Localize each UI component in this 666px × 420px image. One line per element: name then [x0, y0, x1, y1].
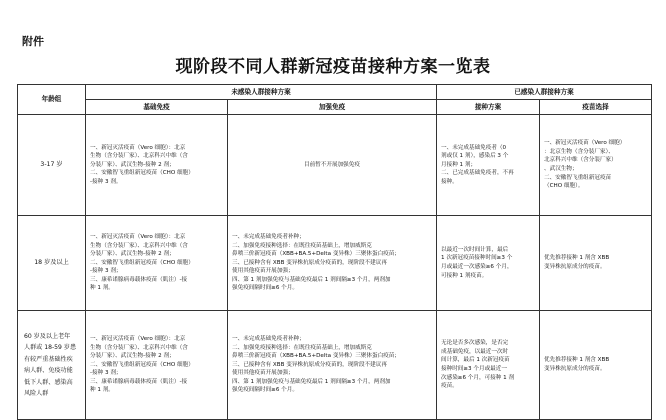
cell-text-line: 接种。	[441, 178, 458, 185]
cell-text-line: 使用其他疫苗开展加强；	[232, 370, 294, 377]
table-row	[18, 311, 652, 420]
plan-cell	[437, 115, 540, 216]
cell-text-line: 四、第 1 剂加强免疫与基础免疫最后 1 剂间隔≥3 个月，两剂加	[232, 378, 391, 385]
basic-cell	[86, 115, 228, 216]
cell-text-line: 生物（含分装厂家）、北京科兴中维（含	[90, 242, 188, 249]
cell-text-line: 二、安徽智飞重组新冠疫苗（CHO 细胞）	[90, 170, 194, 177]
choice-cell	[540, 216, 652, 311]
cell-text-line: 生物（含分装厂家）、北京科兴中维（含	[90, 153, 188, 160]
cell-text-line: 北京科兴中维（含分装厂家）	[544, 157, 617, 164]
cell-text-line: 月或最近一次感染≥6 个月，	[441, 264, 513, 270]
cell-text-line: 强免疫间隔时间≥6 个月。	[232, 285, 298, 292]
plan-cell	[437, 216, 540, 311]
cell-text-line: 分装厂家）、武汉生物-接种 2 剂；	[90, 161, 175, 168]
cell-text-line: 一、未完成基础免疫者补种；	[232, 233, 305, 240]
cell-text-line: 风险人群	[24, 390, 49, 397]
cell-text-line: 鼻喷三价新冠疫苗（XBB+BA.5+Delta 变异株）三聚体蛋白疫苗；	[232, 251, 400, 258]
cell-text-line: 一、新冠灭活疫苗（Vero 细胞）：北京	[90, 233, 186, 240]
booster-cell	[228, 115, 437, 216]
header-infected-group: 已感染人群接种方案	[437, 85, 652, 100]
cell-text-line: 成基础免疫，以最近一次时	[441, 348, 509, 355]
cell-text-line: 四、第 1 剂加强免疫与基础免疫最后 1 剂间隔≥3 个月，两剂加	[232, 276, 391, 283]
cell-text-line: 一、新冠灭活疫苗（Vero 细胞）：北京	[90, 144, 186, 151]
cell-text-line: 人群或 18-59 岁患	[24, 344, 77, 351]
cell-text-line: 间计算，最后 1 次新冠疫苗	[441, 357, 510, 364]
cell-text-line: 二、加强免疫接种选择：在既往疫苗基础上，增加威斯克	[232, 344, 372, 351]
age-cell: 18 岁及以上	[18, 216, 86, 311]
cell-text-line: 接种时间≥3 个月或最近一	[441, 366, 507, 372]
cell-text-line: 无论是否多次感染，是否完	[441, 340, 509, 347]
cell-text-line: 1 次新冠疫苗接种时间≥3 个	[441, 255, 513, 262]
cell-text-line: 病人群、免疫功能	[24, 367, 73, 374]
cell-text-line: 使用其他疫苗开展加强；	[232, 268, 294, 275]
attachment-label: 附件	[22, 35, 44, 48]
header-unvaccinated-group: 未感染人群接种方案	[86, 85, 437, 100]
cell-text-line: 三、康希诺腺病毒载体疫苗（肌注）-接	[90, 378, 188, 385]
cell-text-line: 分装厂家）、武汉生物-接种 2 剂；	[90, 353, 175, 360]
cell-text-line: 次感染≥6 个月，可接种 1 剂	[441, 374, 515, 381]
choice-cell	[540, 115, 652, 216]
age-cell: 3-17 岁	[18, 115, 86, 216]
cell-text-line: -接种 3 剂。	[90, 178, 122, 185]
cell-text-line: 、武汉生物；	[544, 166, 578, 172]
cell-text-line: 变异株抗原成分的疫苗。	[544, 366, 606, 372]
cell-text-line: 二、安徽智飞重组新冠疫苗	[544, 174, 612, 181]
header-booster-immunization: 加强免疫	[228, 100, 437, 115]
cell-text-line: 低下人群、感染高	[24, 378, 73, 386]
booster-cell	[228, 216, 437, 311]
cell-text-line: 优先推荐接种 1 剂含 XBB	[544, 357, 610, 364]
cell-text-line: 一、新冠灭活疫苗（Vero 细胞）：北京	[90, 335, 186, 342]
cell-text-line: 二、安徽智飞重组新冠疫苗（CHO 细胞）	[90, 259, 194, 266]
cell-text-line: 二、安徽智飞重组新冠疫苗（CHO 细胞）	[90, 361, 194, 368]
cell-text-line: 疫苗。	[441, 383, 458, 390]
header-vaccination-plan: 接种方案	[437, 100, 540, 115]
vaccination-plan-table	[17, 84, 652, 420]
cell-text-line: -接种 3 剂；	[90, 370, 122, 377]
basic-cell	[86, 216, 228, 311]
cell-text-line: 三、康希诺腺病毒载体疫苗（肌注）-接	[90, 276, 188, 283]
cell-text-line: 三、已接种含有 XBB 变异株抗原成分疫苗的，现阶段不建议再	[232, 259, 387, 266]
basic-cell	[86, 311, 228, 420]
header-vaccine-choice: 疫苗选择	[540, 100, 652, 115]
cell-text-line: 三、已接种含有 XBB 变异株抗原成分疫苗的，现阶段不建议再	[232, 361, 387, 368]
cell-text-line: 鼻喷三价新冠疫苗（XBB+BA.5+Delta 变异株）三聚体蛋白疫苗；	[232, 353, 400, 360]
cell-text-line: 二、加强免疫接种选择：在既往疫苗基础上，增加威斯克	[232, 242, 372, 249]
cell-text-line: 一、未完成基础免疫者（0	[441, 144, 507, 151]
cell-text-line: 种 1 剂。	[90, 387, 114, 394]
cell-text-line: 以最近一次时间计算，最后	[441, 246, 509, 253]
document-title: 现阶段不同人群新冠疫苗接种方案一览表	[175, 57, 491, 77]
cell-text-line: ：北京生物（含分装厂家）、	[544, 148, 614, 155]
cell-text-line: -接种 3 剂；	[90, 268, 122, 275]
cell-text-line: （CHO 细胞）。	[544, 183, 584, 190]
table-row	[18, 216, 652, 311]
cell-text-line: 强免疫间隔时间≥6 个月。	[232, 387, 298, 394]
cell-text-line: 一、未完成基础免疫者补种；	[232, 335, 305, 342]
header-age-group: 年龄组	[18, 85, 86, 115]
choice-cell	[540, 311, 652, 420]
cell-text-line: 目前暂不开展加强免疫	[304, 161, 360, 168]
plan-cell	[437, 311, 540, 420]
header-basic-immunization: 基础免疫	[86, 100, 228, 115]
cell-text-line: 可接种 1 剂疫苗。	[441, 272, 488, 279]
cell-text-line: 种 1 剂。	[90, 285, 114, 292]
table-row	[18, 115, 652, 216]
cell-text-line: 生物（含分装厂家）、北京科兴中维（含	[90, 344, 188, 351]
cell-text-line: 60 岁及以上老年	[24, 332, 71, 340]
cell-text-line: 月接种 1 剂；	[441, 161, 477, 168]
age-cell	[18, 311, 86, 420]
cell-text-line: 有较严重基础性疾	[24, 355, 73, 363]
cell-text-line: 变异株抗原成分的疫苗。	[544, 264, 606, 270]
cell-text-line: 二、已完成基础免疫者，不再	[441, 170, 514, 177]
cell-text-line: 分装厂家）、武汉生物-接种 2 剂；	[90, 251, 175, 258]
cell-text-line: 一、新冠灭活疫苗（Vero 细胞）	[544, 140, 626, 147]
cell-text-line: 剂或仅 1 剂），感染后 3 个	[441, 153, 509, 160]
cell-text-line: 优先推荐接种 1 剂含 XBB	[544, 255, 610, 262]
booster-cell	[228, 311, 437, 420]
